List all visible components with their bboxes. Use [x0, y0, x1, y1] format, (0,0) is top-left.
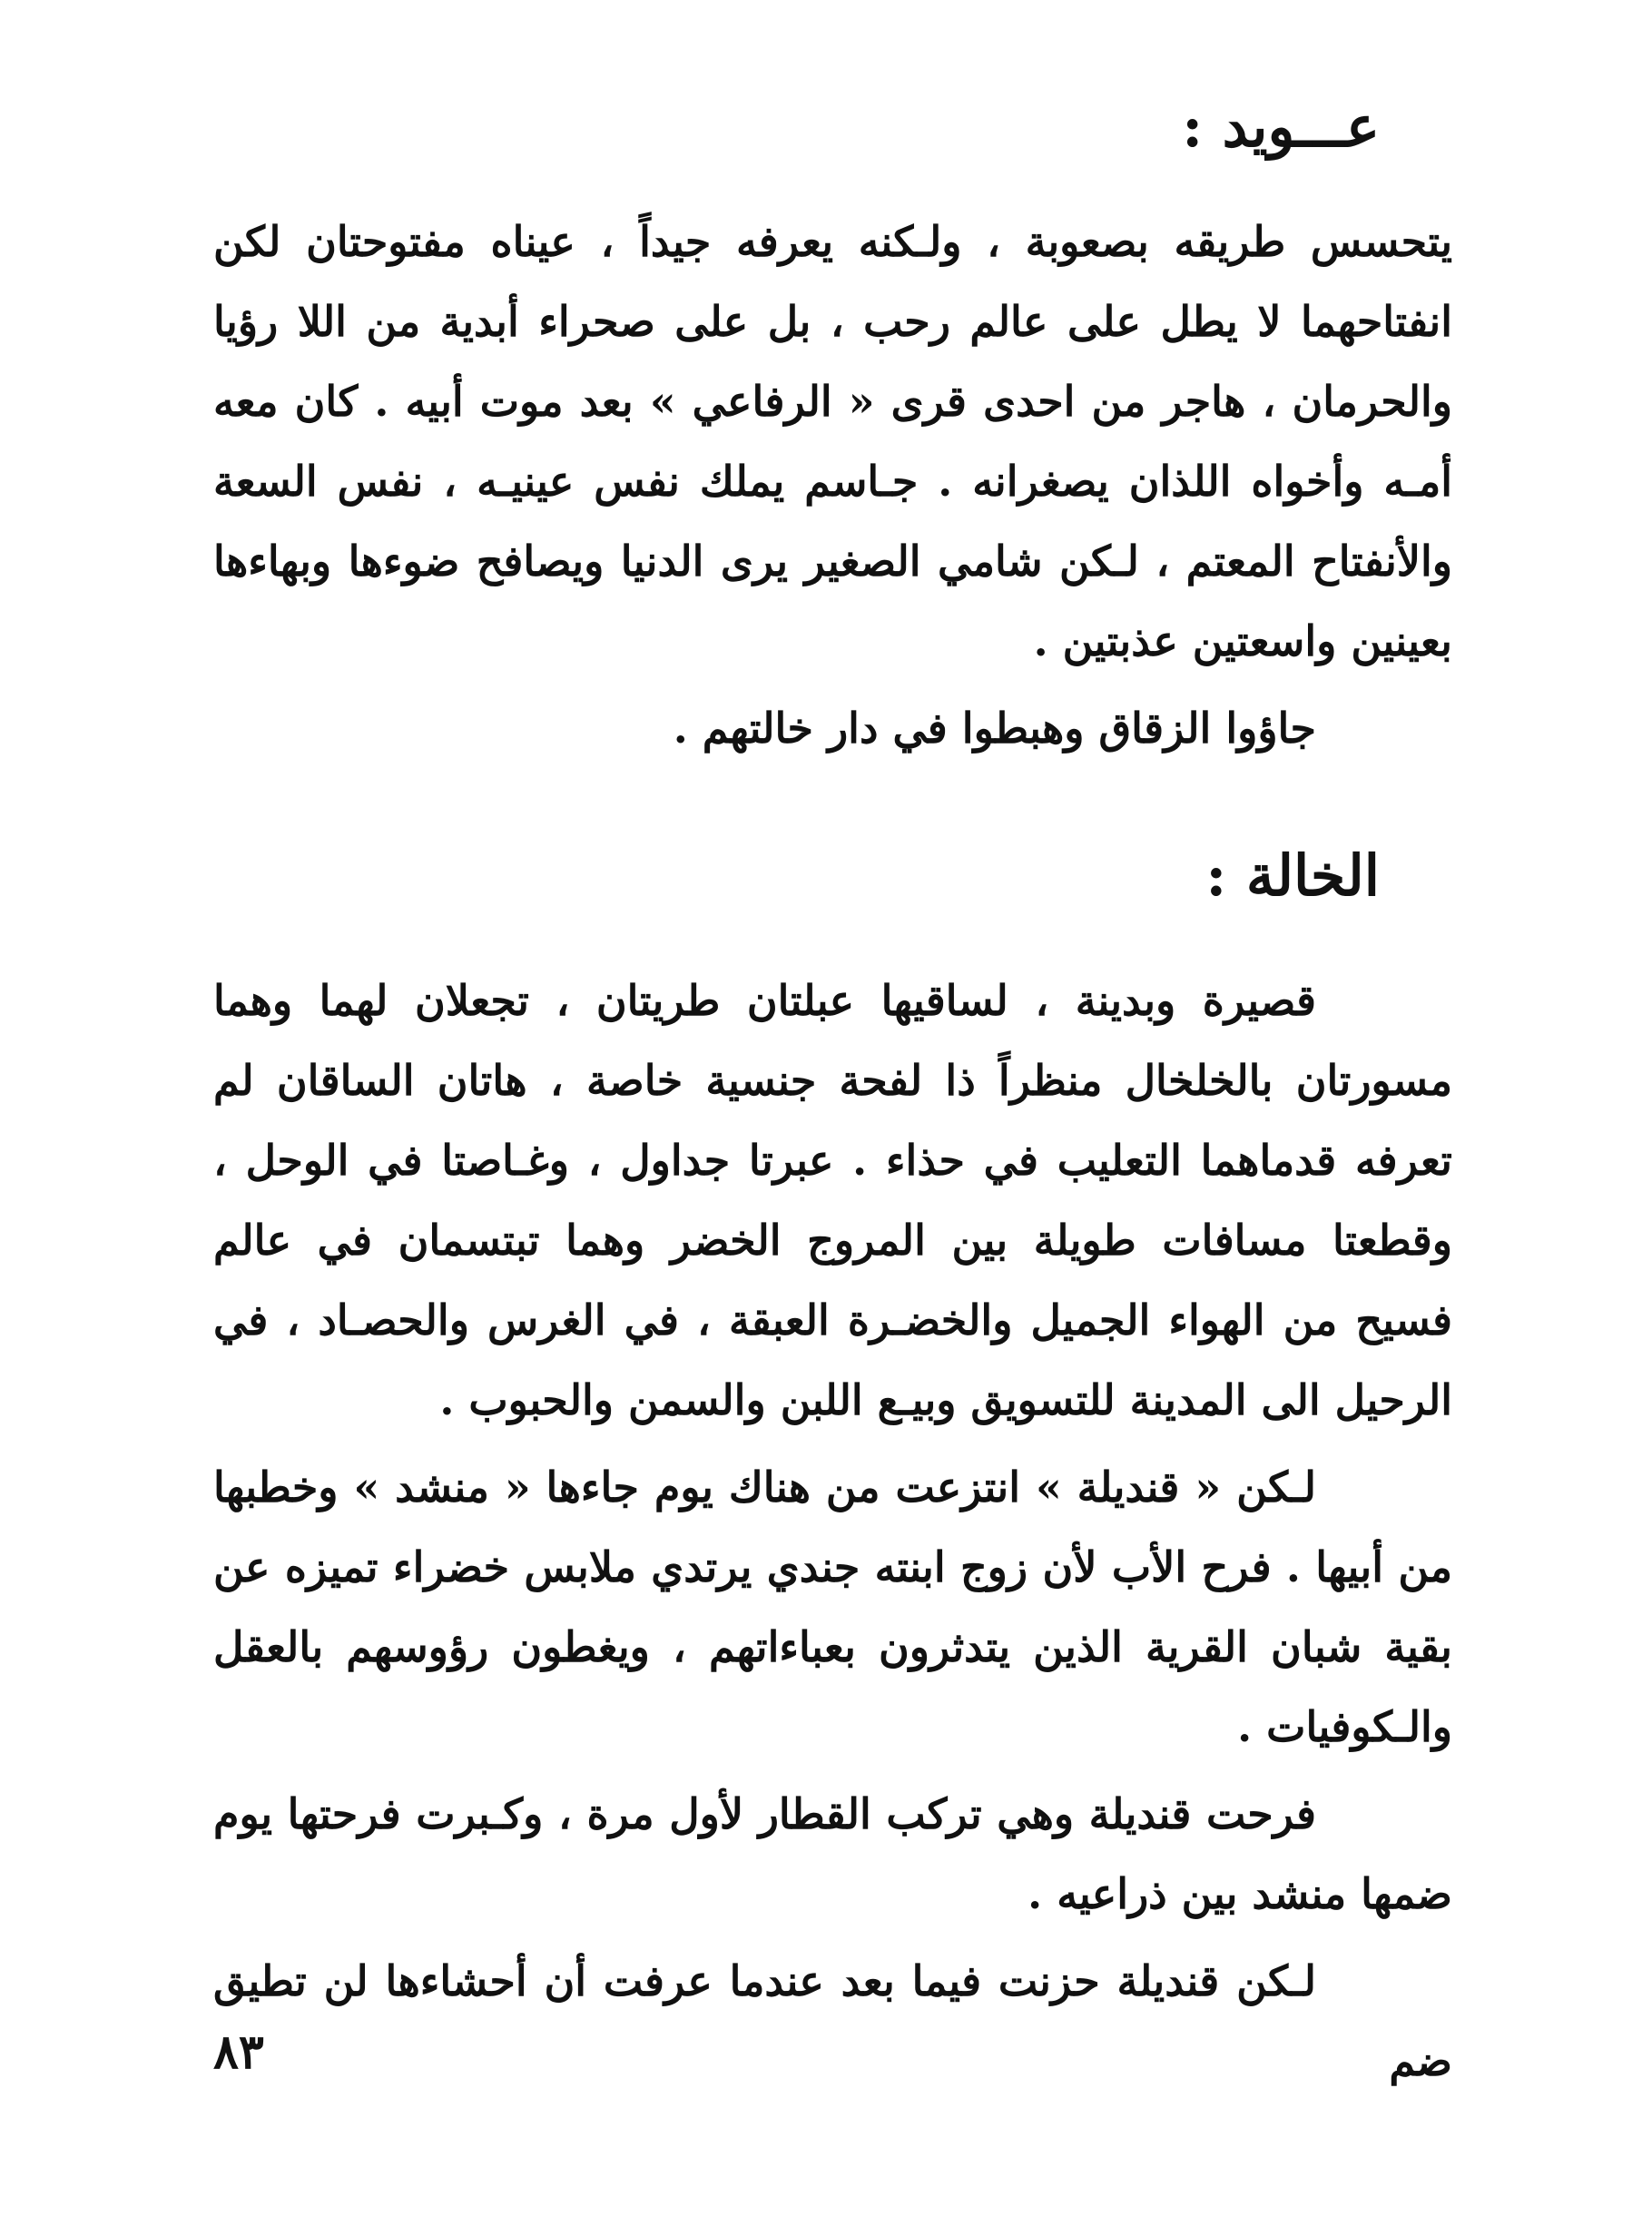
section-body-khala	[213, 960, 1452, 2101]
paragraph: فرحت قنديلة وهي تركب القطار لأول مرة ، وكـبرت فرحتها يوم ضمها منشد بين ذراعيه .	[213, 1789, 1452, 1918]
section-heading-khala: الخالة :	[1205, 842, 1380, 909]
paragraph: لـكن قنديلة حزنت فيما بعد عندما عرفت أن أحشاءها لن تطيق ضم	[213, 1956, 1452, 2085]
paragraph: قصيرة وبدينة ، لساقيها عبلتان طريتان ، تجعلان لهما وهما مسورتان بالخلخال منظراً ذا لفحة جنسية خاصة ، هاتان الساقان لم تعرفه قدماهما التعليب في حذاء . عبرتا جداول ، وغـاصتا في الوحل ، وقطعتا مسافات طويلة بين المروج الخضر وهما تبتسمان في عالم فسيح من الهواء الجميل والخضـرة العبقة ، في الغرس والحصـاد ، في الرحيل الى المدينة للتسويق وبيـع اللبن والسمن والحبوب .	[213, 976, 1452, 1424]
page-number: ٨٣	[213, 2024, 264, 2080]
paragraph: جاؤوا الزقاق وهبطوا في دار خالتهم .	[673, 704, 1316, 753]
section-heading-owaid: عـــويد :	[1182, 94, 1380, 160]
paragraph: لـكن « قنديلة » انتزعت من هناك يوم جاءها « منشد » وخطبها من أبيها . فرح الأب لأن زوج ابنته جندي يرتدي ملابس خضراء تميزه عن بقية شبان القرية الذين يتدثرون بعباءاتهم ، ويغطون رؤوسهم بالعقل والـكوفيات .	[213, 1463, 1452, 1751]
paragraph: يتحسس طريقه بصعوبة ، ولـكنه يعرفه جيداً ، عيناه مفتوحتان لكن انفتاحهما لا يطل على عالم رحب ، بل على صحراء أبدية من اللا رؤيا والحرمان ، هاجر من احدى قرى « الرفاعي » بعد موت أبيه . كان معه أمـه وأخواه اللذان يصغرانه . جـاسم يملك نفس عينيـه ، نفس السعة والأنفتاح المعتم ، لـكن شامي الصغير يرى الدنيا ويصافح ضوءها وبهاءها بعينين واسعتين عذبتين .	[213, 217, 1452, 665]
section-body-owaid	[213, 202, 1452, 768]
